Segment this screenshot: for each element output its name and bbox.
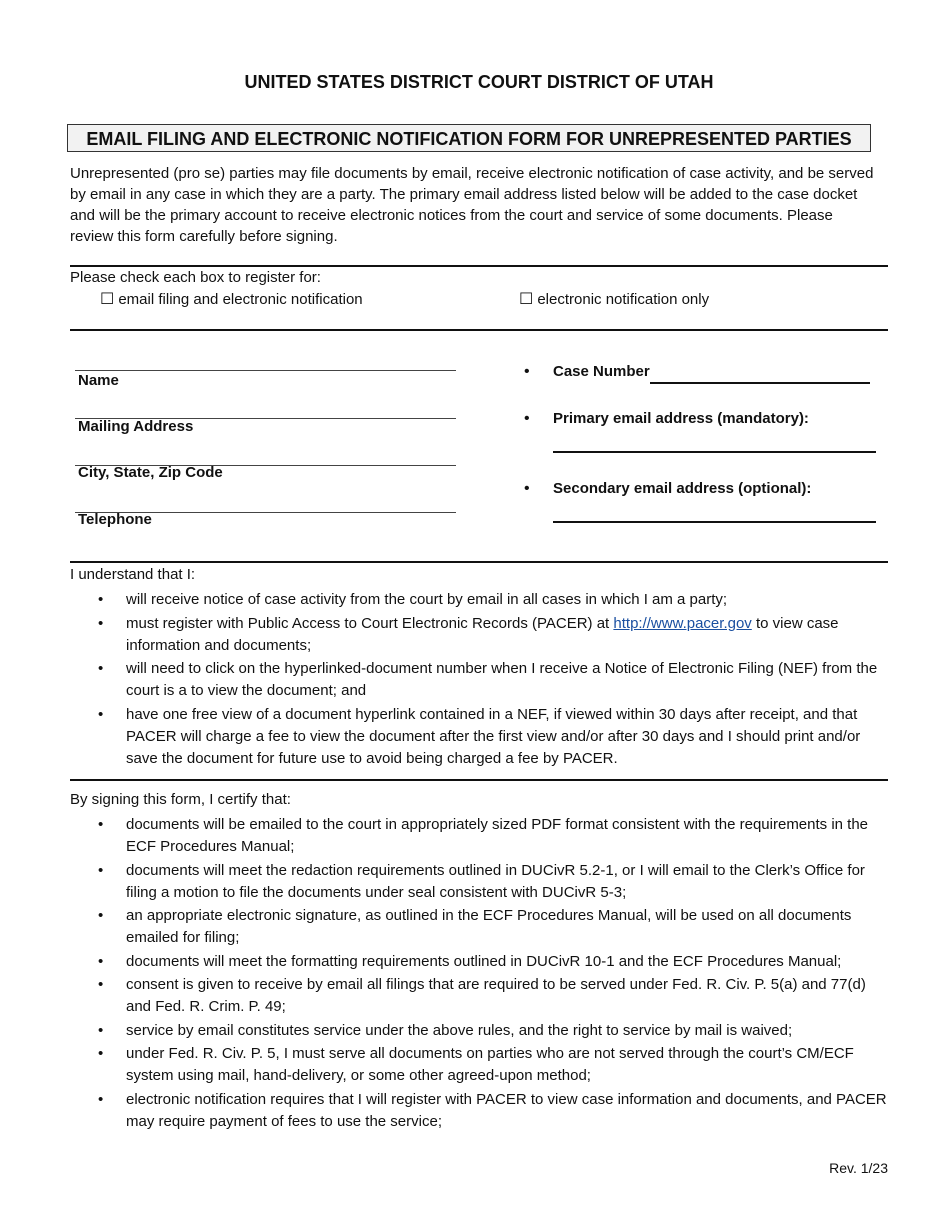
divider [70, 265, 888, 267]
understand-heading: I understand that I: [70, 566, 196, 583]
list-item [70, 814, 888, 858]
bullet-icon: • [98, 976, 104, 993]
registration-prompt: Please check each box to register for: [70, 269, 321, 286]
bullet-icon: • [98, 952, 104, 970]
list-item [70, 1020, 888, 1042]
certify-item-4: documents will meet the formatting requirements outlined in DUCivR 10-1 and the ECF Procedures Manual; [126, 952, 842, 970]
bullet-icon: • [524, 410, 530, 427]
list-item [70, 905, 888, 949]
bullet-icon: • [524, 363, 530, 380]
divider [70, 561, 888, 563]
intro-paragraph: Unrepresented (pro se) parties may file documents by email, receive electronic notification of case activity, and be served by email in any case in which they are a party. The primary email address listed below will be added to the case docket and will be the primary account to receive electronic notices from the court and service of some documents. Please review this form carefully before signing. [70, 165, 874, 245]
understand-list [70, 589, 888, 771]
certify-item-6: service by email constitutes service under the above rules, and the right to service by mail is waived; [126, 1021, 793, 1039]
pacer-link[interactable]: http://www.pacer.gov [613, 614, 752, 632]
revision-label: Rev. 1/23 [829, 1160, 888, 1176]
bullet-icon: • [98, 1021, 104, 1039]
list-item [70, 658, 888, 702]
list-item [70, 974, 888, 1018]
secondary-email-label: Secondary email address (optional): [553, 480, 812, 497]
certify-item-3: an appropriate electronic signature, as outlined in the ECF Procedures Manual, will be used on all documents emailed for filing; [126, 907, 852, 946]
list-item [70, 589, 888, 611]
understand-item-2-text: must register with Public Access to Court Electronic Records (PACER) at [126, 614, 614, 632]
secondary-email-input-line[interactable] [553, 521, 876, 523]
bullet-icon: • [98, 1090, 104, 1108]
understand-item-2-text-end: to view case information and documents; [126, 614, 839, 654]
city-state-zip-label: City, State, Zip Code [78, 464, 223, 481]
understand-item-1: will receive notice of case activity from the court by email in all cases in which I am a party; [126, 591, 728, 608]
bullet-icon: • [98, 907, 104, 924]
bullet-icon: • [524, 480, 530, 497]
certify-heading: By signing this form, I certify that: [70, 791, 291, 808]
name-label: Name [78, 372, 119, 389]
divider [70, 779, 888, 781]
case-number-input-line[interactable] [650, 382, 870, 384]
case-number-label: Case Number [553, 363, 650, 380]
checkbox-email-filing[interactable] [100, 291, 363, 308]
court-title: UNITED STATES DISTRICT COURT DISTRICT OF UTAH [244, 72, 714, 92]
list-item [70, 860, 888, 904]
checkbox-label: electronic notification only [537, 291, 710, 308]
mailing-address-label: Mailing Address [78, 418, 194, 435]
certify-item-5: consent is given to receive by email all filings that are required to be served under Fed. R. Civ. P. 5(a) and 77(d) and Fed. R. Crim. P. 49; [126, 976, 866, 1015]
name-input-line[interactable] [75, 370, 456, 371]
primary-email-input-line[interactable] [553, 451, 876, 453]
bullet-icon: • [98, 614, 104, 632]
divider [70, 329, 888, 331]
understand-item-3: will need to click on the hyperlinked-document number when I receive a Notice of Electronic Filing (NEF) from the court is a to view the document; and [126, 660, 878, 699]
list-item [70, 704, 888, 770]
understand-item-4: have one free view of a document hyperlink contained in a NEF, if viewed within 30 days after receipt, and that PACER will charge a fee to view the document after the first view and/or after 30 days and I should print and/or save the document for future use to avoid being charged a fee by PACER. [126, 705, 861, 767]
checkbox-icon[interactable]: ☐ [100, 290, 115, 308]
list-item [70, 1089, 888, 1133]
checkbox-label: email filing and electronic notification [118, 291, 363, 308]
certify-item-8: electronic notification requires that I will register with PACER to view case information and documents, and PACER may require payment of fees to use the service; [126, 1090, 887, 1130]
checkbox-icon[interactable]: ☐ [519, 290, 534, 308]
bullet-icon: • [98, 861, 104, 879]
form-title: EMAIL FILING AND ELECTRONIC NOTIFICATION FORM FOR UNREPRESENTED PARTIES [67, 124, 871, 152]
certify-item-2: documents will meet the redaction requirements outlined in DUCivR 5.2-1, or I will email to the Clerk’s Office for filing a motion to file the documents under seal consistent with DUCivR 5-3; [126, 861, 865, 901]
bullet-icon: • [98, 816, 104, 833]
list-item [70, 613, 888, 657]
bullet-icon: • [98, 1045, 104, 1062]
bullet-icon: • [98, 591, 104, 608]
list-item [70, 1043, 888, 1087]
list-item [70, 951, 888, 973]
certify-item-1: documents will be emailed to the court in appropriately sized PDF format consistent with the requirements in the ECF Procedures Manual; [126, 816, 869, 855]
certify-list [70, 814, 888, 1134]
primary-email-label: Primary email address (mandatory): [553, 410, 809, 427]
bullet-icon: • [98, 660, 104, 677]
checkbox-notification-only[interactable] [519, 291, 709, 308]
telephone-label: Telephone [78, 511, 152, 528]
certify-item-7: under Fed. R. Civ. P. 5, I must serve all documents on parties who are not served through the court’s CM/ECF system using mail, hand-delivery, or some other agreed-upon method; [126, 1045, 854, 1084]
bullet-icon: • [98, 705, 104, 723]
